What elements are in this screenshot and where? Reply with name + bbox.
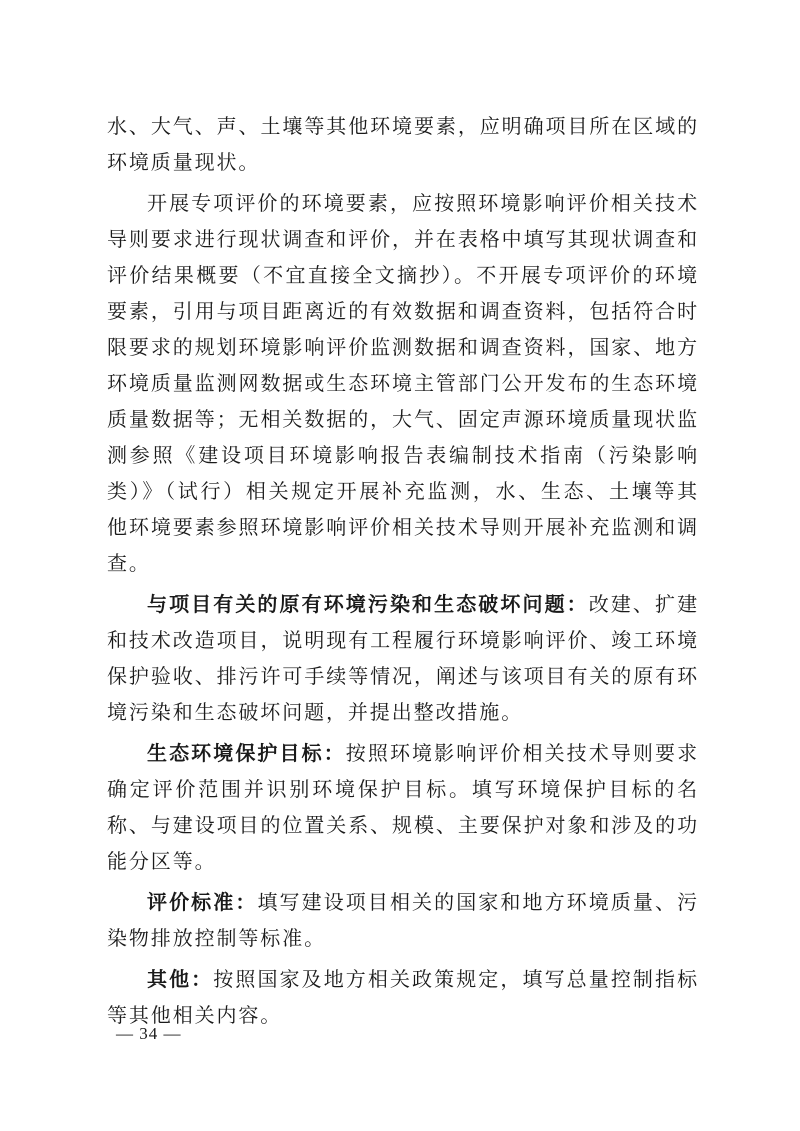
paragraph-text: 按照环境影响评价相关技术导则要求确定评价范围并识别环境保护目标。填写环境保护目标的名称、与建设项目的位置关系、规模、主要保护对象和涉及的功能分区等。 — [107, 741, 699, 873]
paragraph-special-evaluation — [107, 185, 699, 581]
body-text — [107, 108, 699, 1038]
paragraph-evaluation-standards — [107, 884, 699, 956]
paragraph-text: 开展专项评价的环境要素，应按照环境影响评价相关技术导则要求进行现状调查和评价，并在表格中填写其现状调查和评价结果概要（不宜直接全文摘抄）。不开展专项评价的环境要素，引用与项目距离近的有效数据和调查资料，包括符合时限要求的规划环境影响评价监测数据和调查资料，国家、地方环境质量监测网数据或生态环境主管部门公开发布的生态环境质量数据等；无相关数据的，大气、固定声源环境质量现状监测参照《建设项目环境影响报告表编制技术指南（污染影响类）》（试行）相关规定开展补充监测，水、生态、土壤等其他环境要素参照环境影响评价相关技术导则开展补充监测和调查。 — [107, 191, 699, 575]
paragraph-heading: 其他： — [147, 967, 214, 991]
paragraph-heading: 与项目有关的原有环境污染和生态破坏问题： — [147, 592, 589, 616]
paragraph-text: 填写建设项目相关的国家和地方环境质量、污染物排放控制等标准。 — [107, 890, 699, 950]
paragraph-water-air-status — [107, 108, 699, 180]
paragraph-other — [107, 961, 699, 1033]
paragraph-existing-pollution — [107, 586, 699, 730]
paragraph-protection-targets — [107, 735, 699, 879]
paragraph-heading: 生态环境保护目标： — [147, 741, 346, 765]
page-number: — 34 — — [116, 1024, 182, 1043]
paragraph-text: 按照国家及地方相关政策规定，填写总量控制指标等其他相关内容。 — [107, 967, 699, 1027]
paragraph-text: 水、大气、声、土壤等其他环境要素，应明确项目所在区域的环境质量现状。 — [107, 114, 699, 174]
paragraph-heading: 评价标准： — [147, 890, 258, 914]
paragraph-text: 改建、扩建和技术改造项目，说明现有工程履行环境影响评价、竣工环境保护验收、排污许可手续等情况，阐述与该项目有关的原有环境污染和生态破坏问题，并提出整改措施。 — [107, 592, 699, 724]
